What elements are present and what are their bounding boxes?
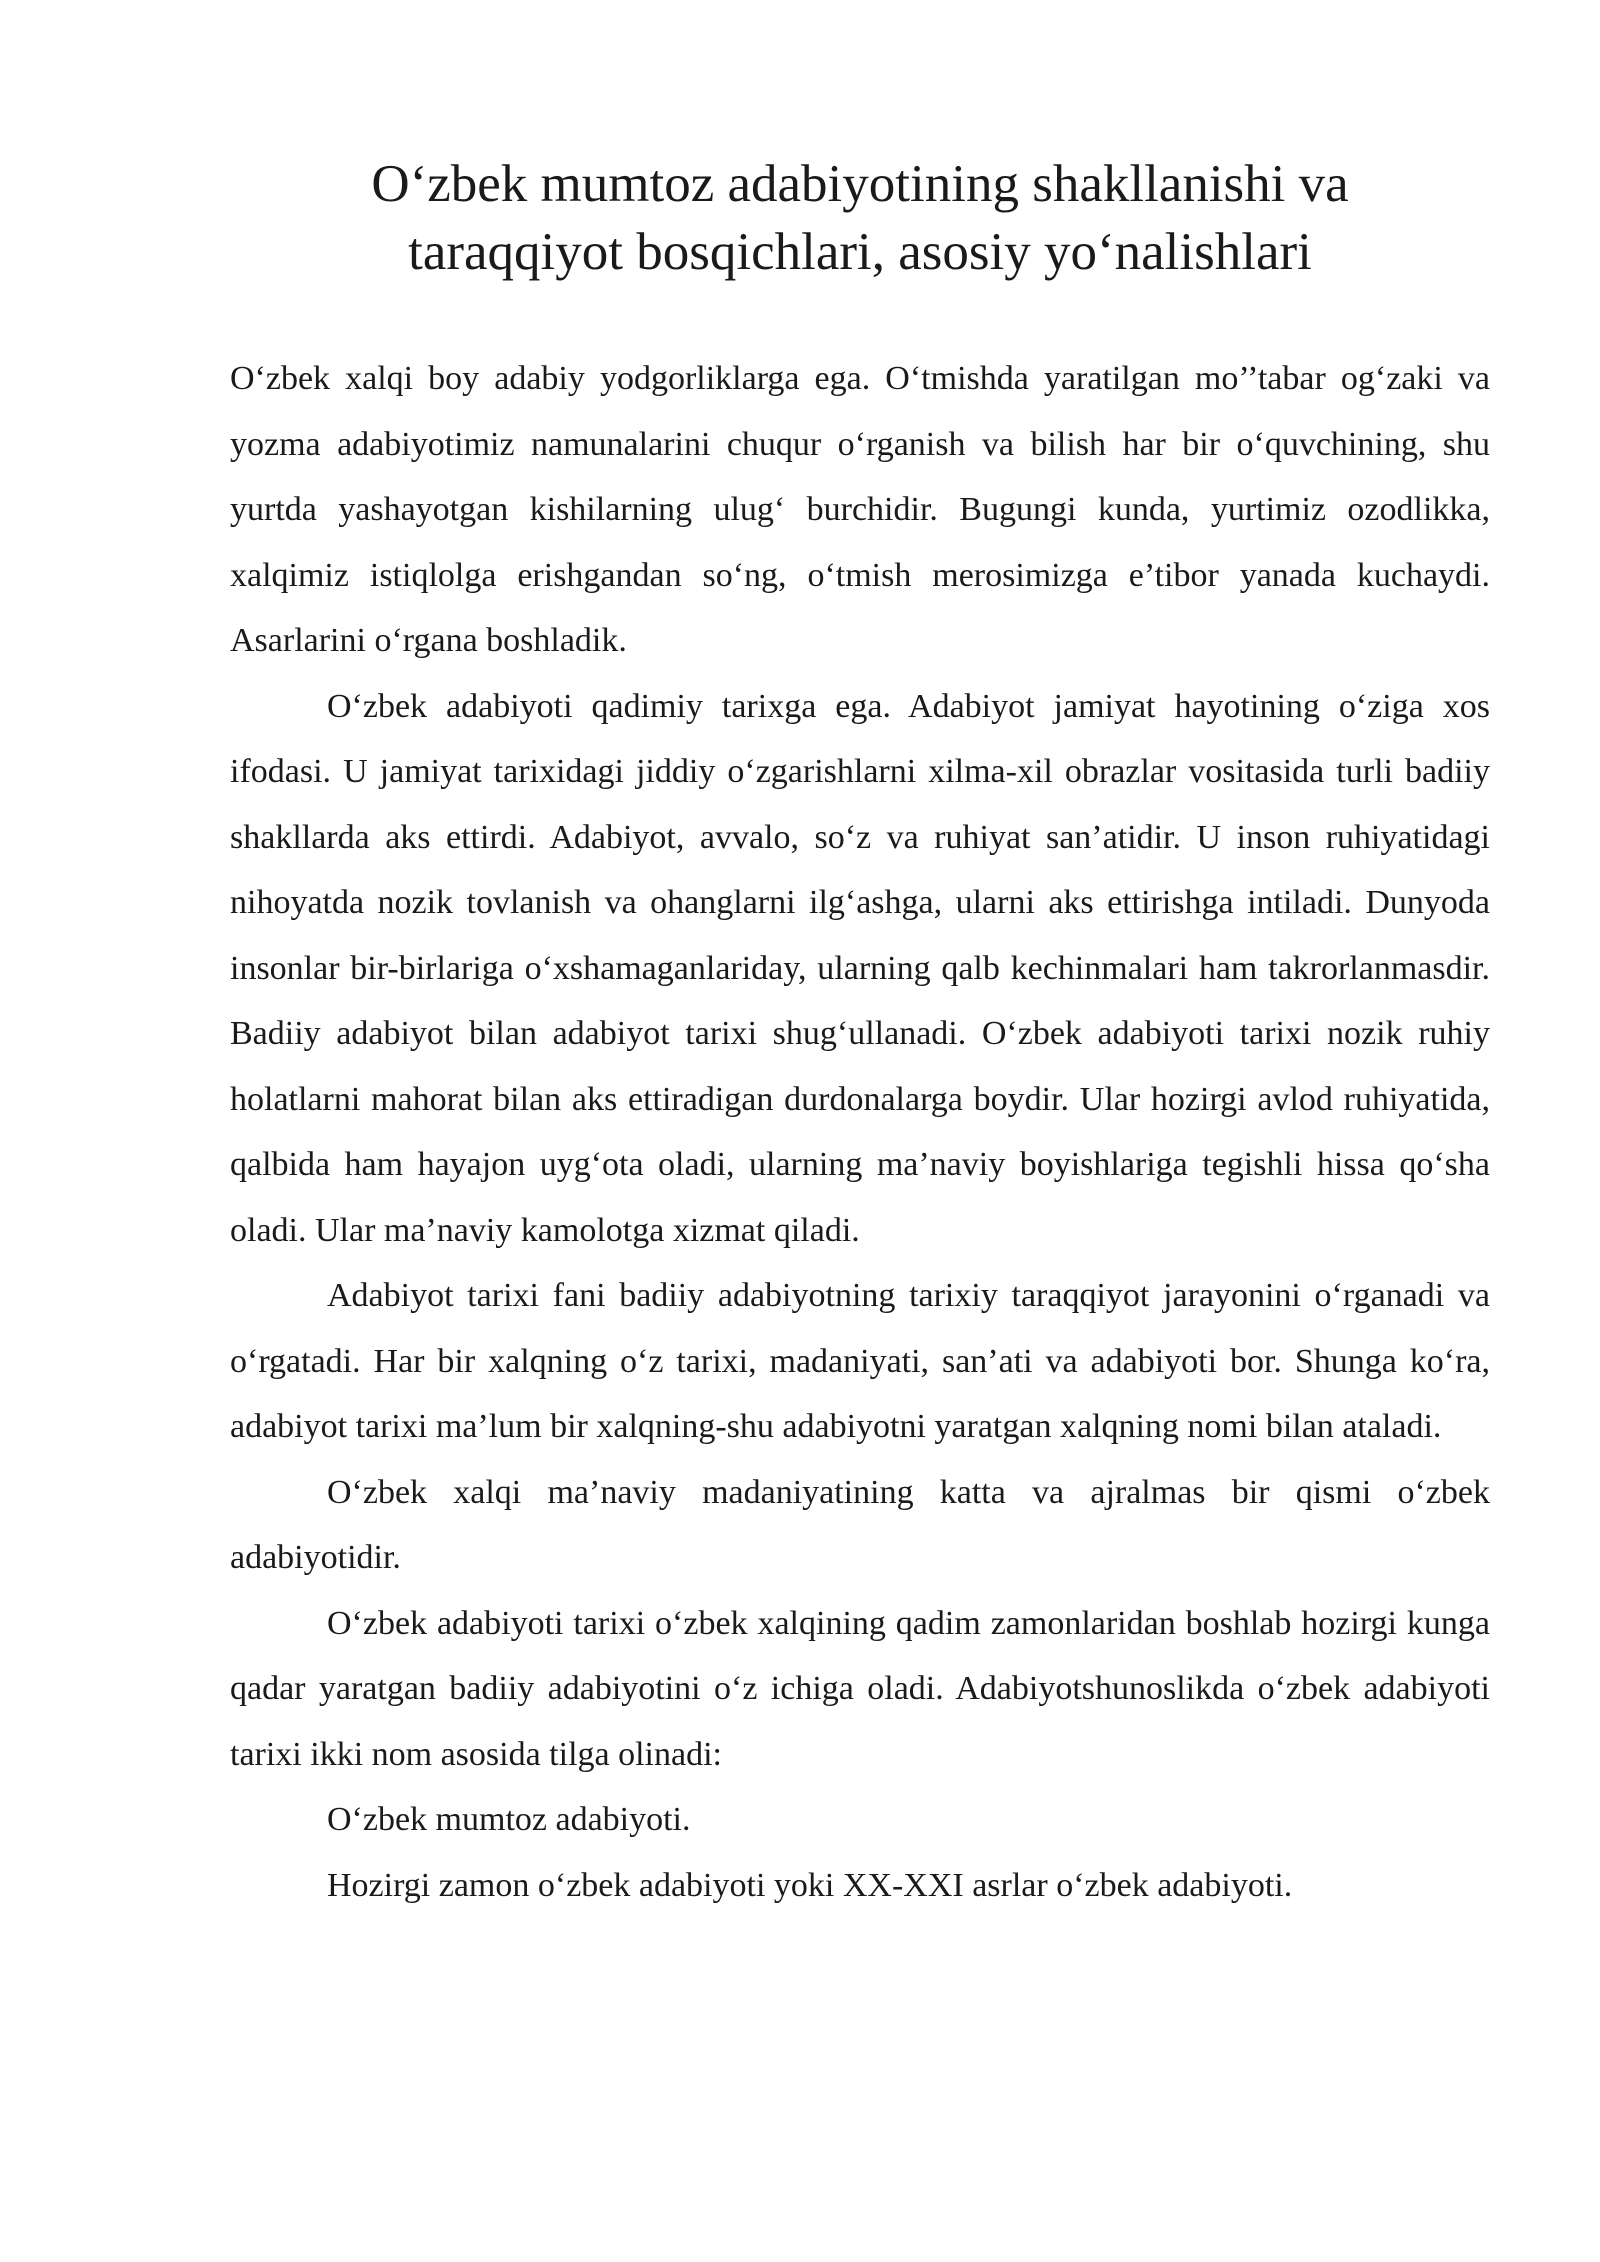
title-line: O‘zbek mumtoz adabiyotining shakllanishi va (371, 155, 1349, 213)
document-body (230, 346, 1490, 1918)
paragraph: O‘zbek xalqi boy adabiy yodgorliklarga ega. O‘tmishda yaratilgan mo’’tabar og‘zaki va yozma adabiyotimiz namunalarini chuqur o‘rganish va bilish har bir o‘quvchining, shu yurtda yashayotgan kishilarning ulug‘ burchidir. Bugungi kunda, yurtimiz ozodlikka, xalqimiz istiqlolga erishgandan so‘ng, o‘tmish merosimizga e’tibor yanada kuchaydi. Asarlarini o‘rgana boshladik. (230, 360, 1490, 659)
paragraph: O‘zbek adabiyoti qadimiy tarixga ega. Adabiyot jamiyat hayotining o‘ziga xos ifodasi. U jamiyat tarixidagi jiddiy o‘zgarishlarni xilma-xil obrazlar vositasida turli badiiy shakllarda aks ettirdi. Adabiyot, avvalo, so‘z va ruhiyat san’atidir. U inson ruhiyatidagi nihoyatda nozik tovlanish va ohanglarni ilg‘ashga, ularni aks ettirishga intiladi. Dunyoda insonlar bir-birlariga o‘xshamaganlariday, ularning qalb kechinmalari ham takrorlanmasdir. Badiiy adabiyot bilan adabiyot tarixi shug‘ullanadi. O‘zbek adabiyoti tarixi nozik ruhiy holatlarni mahorat bilan aks ettiradigan durdonalarga boydir. Ular hozirgi avlod ruhiyatida, qalbida ham hayajon uyg‘ota oladi, ularning ma’naviy boyishlariga tegishli hissa qo‘sha oladi. Ular ma’naviy kamolotga xizmat qiladi. (230, 687, 1490, 1249)
list-item: Hozirgi zamon o‘zbek adabiyoti yoki XX-XXI asrlar o‘zbek adabiyoti. (327, 1866, 1293, 1904)
paragraph: O‘zbek xalqi ma’naviy madaniyatining katta va ajralmas bir qismi o‘zbek adabiyotidir. (230, 1473, 1490, 1576)
list-item: O‘zbek mumtoz adabiyoti. (327, 1801, 691, 1838)
document-title (230, 150, 1490, 286)
title-line: taraqqiyot bosqichlari, asosiy yo‘nalishlari (408, 223, 1312, 281)
paragraph: O‘zbek adabiyoti tarixi o‘zbek xalqining qadim zamonlaridan boshlab hozirgi kunga qadar yaratgan badiiy adabiyotini o‘z ichiga oladi. Adabiyotshunoslikda o‘zbek adabiyoti tarixi ikki nom asosida tilga olinadi: (230, 1604, 1490, 1773)
paragraph: Adabiyot tarixi fani badiiy adabiyotning tarixiy taraqqiyot jarayonini o‘rganadi va o‘rgatadi. Har bir xalqning o‘z tarixi, madaniyati, san’ati va adabiyoti bor. Shunga ko‘ra, adabiyot tarixi ma’lum bir xalqning-shu adabiyotni yaratgan xalqning nomi bilan ataladi. (230, 1277, 1490, 1445)
